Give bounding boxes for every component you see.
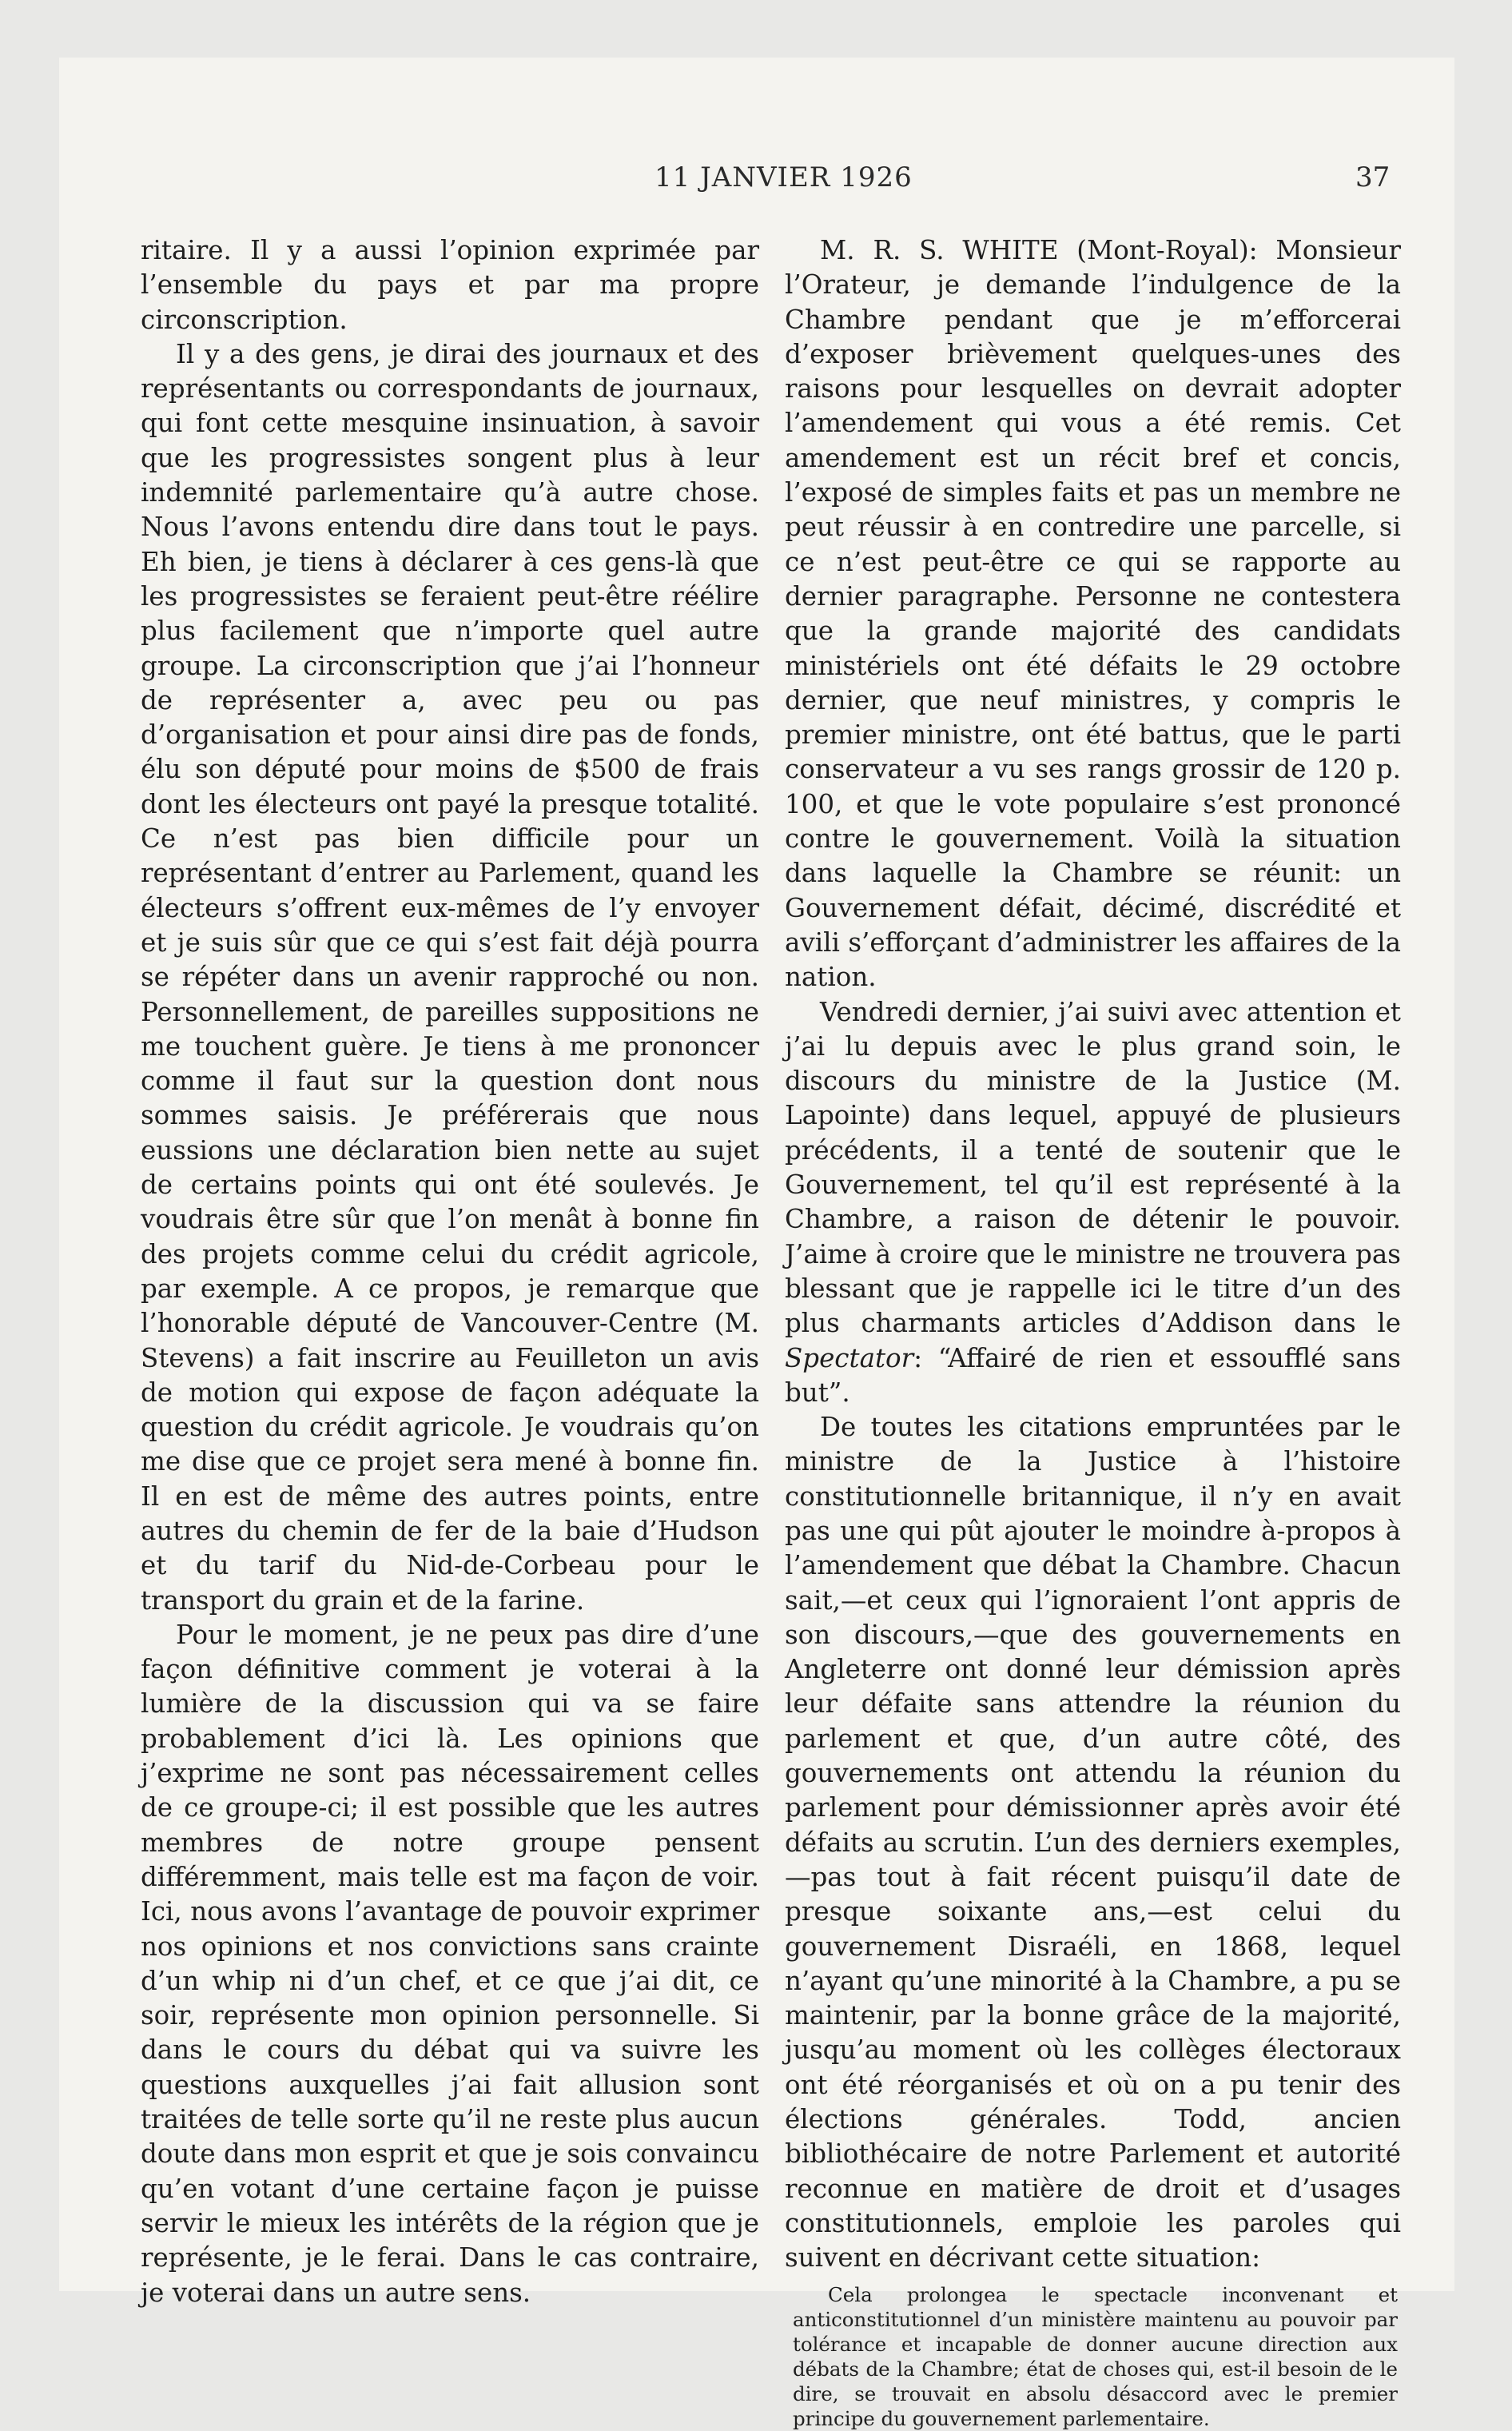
spectator-title: Spectator bbox=[785, 1342, 914, 1373]
right-paragraph-2-text-a: Vendredi dernier, j’ai suivi avec attention et j’ai lu depuis avec le plus grand soin, le discours du ministre de la Justice (M. Lapointe) dans lequel, appuyé de plusieurs précédents, il a tenté de soutenir que le Gouvernement, tel qu’il est représenté à la Chambre, a raison de détenir le pouvoir. J’aime à croire que le ministre ne trouvera pas blessant que je rappelle ici le titre d’un des plus charmants articles d’Addison dans le bbox=[785, 996, 1401, 1339]
right-paragraph-3: De toutes les citations empruntées par le ministre de la Justice à l’histoire constitutionnelle britannique, il n’y en avait pas une qui pût ajouter le moindre à-propos à l’amendement que débat la Chambre. Chacun sait,—et ceux qui l’ignoraient l’ont appris de son discours,—que des gouvernements en Angleterre ont donné leur démission après leur défaite sans attendre la réunion du parlement et que, d’un autre côté, des gouvernements ont attendu la réunion du parlement pour démissionner après avoir été défaits au scrutin. L’un des derniers exemples,—pas tout à fait récent puisqu’il date de presque soixante ans,—est celui du gouvernement Disraéli, en 1868, lequel n’ayant qu’une minorité à la Chambre, a pu se maintenir, par la bonne grâce de la majorité, jusqu’au moment où les collèges électoraux ont été réorganisés et où on a pu tenir des élections générales. Todd, ancien bibliothécaire de notre Parlement et autorité reconnue en matière de droit et d’usages constitutionnels, emploie les paroles qui suivent en décrivant cette situation: bbox=[785, 1412, 1401, 2274]
page-number: 37 bbox=[1355, 161, 1391, 193]
document-page bbox=[59, 58, 1454, 2430]
left-paragraph-3: Pour le moment, je ne peux pas dire d’une façon définitive comment je voterai à la lumière de la discussion qui va se faire probablement d’ici là. Les opinions que j’exprime ne sont pas nécessairement celles de ce groupe-ci; il est possible que les autres membres de notre groupe pensent différemment, mais telle est ma façon de voir. Ici, nous avons l’avantage de pouvoir exprimer nos opinions et nos convictions sans crainte d’un whip ni d’un chef, et ce que j’ai dit, ce soir, représente mon opinion personnelle. Si dans le cours du débat qui va suivre les questions auxquelles j’ai fait allusion sont traitées de telle sorte qu’il ne reste plus aucun doute dans mon esprit et que je sois convaincu qu’en votant d’une certaine façon je puisse servir le mieux les intérêts de la région que je représente, je le ferai. Dans le cas contraire, je voterai dans un autre sens. bbox=[141, 1619, 759, 2308]
right-paragraph-2 bbox=[785, 995, 1401, 1411]
right-paragraph-2-text-b: : “Affairé de rien et essoufflé sans but”. bbox=[785, 1342, 1401, 1408]
right-paragraph-1: M. R. S. WHITE (Mont-Royal): Monsieur l’Orateur, je demande l’indulgence de la Chambre pendant que je m’efforcerai d’exposer brièvement quelques-unes des raisons pour lesquelles on devrait adopter l’amendement qui vous a été remis. Cet amendement est un récit bref et concis, l’exposé de simples faits et pas un membre ne peut réussir à en contredire une parcelle, si ce n’est peut-être ce qui se rapporte au dernier paragraphe. Personne ne contestera que la grande majorité des candidats ministériels ont été défaits le 29 octobre dernier, que neuf ministres, y compris le premier ministre, ont été battus, que le parti conservateur a vu ses rangs grossir de 120 p. 100, et que le vote populaire s’est prononcé contre le gouvernement. Voilà la situation dans laquelle la Chambre se réunit: un Gouvernement défait, décimé, discrédité et avili s’efforçant d’administrer les affaires de la nation. bbox=[785, 235, 1401, 993]
block-quote: Cela prolongea le spectacle inconvenant et anticonstitutionnel d’un ministère maintenu au pouvoir par tolérance et incapable de donner aucune direction aux débats de la Chambre; état de choses qui, est-il besoin de le dire, se trouvait en absolu désaccord avec le premier principe du gouvernement parlementaire. bbox=[793, 2282, 1398, 2430]
page-header bbox=[59, 161, 1454, 209]
right-column bbox=[785, 233, 1401, 2431]
left-paragraph-1: ritaire. Il y a aussi l’opinion exprimée par l’ensemble du pays et par ma propre circonscription. bbox=[141, 235, 759, 335]
left-paragraph-2: Il y a des gens, je dirai des journaux et des représentants ou correspondants de journaux, qui font cette mesquine insinuation, à savoir que les progressistes songent plus à leur indemnité parlementaire qu’à autre chose. Nous l’avons entendu dire dans tout le pays. Eh bien, je tiens à déclarer à ces gens-là que les progressistes se feraient peut-être réélire plus facilement que n’importe quel autre groupe. La circonscription que j’ai l’honneur de représenter a, avec peu ou pas d’organisation et pour ainsi dire pas de fonds, élu son député pour moins de $500 de frais dont les électeurs ont payé la presque totalité. Ce n’est pas bien difficile pour un représentant d’entrer au Parlement, quand les électeurs s’offrent eux-mêmes de l’y envoyer et je suis sûr que ce qui s’est fait déjà pourra se répéter dans un avenir rapproché ou non. Personnellement, de pareilles suppositions ne me touchent guère. Je tiens à me prononcer comme il faut sur la question dont nous sommes saisis. Je préférerais que nous eussions une déclaration bien nette au sujet de certains points qui ont été soulevés. Je voudrais être sûr que l’on menât à bonne fin des projets comme celui du crédit agricole, par exemple. A ce propos, je remarque que l’honorable député de Vancouver-Centre (M. Stevens) a fait inscrire au Feuilleton un avis de motion qui expose de façon adéquate la question du crédit agricole. Je voudrais qu’on me dise que ce projet sera mené à bonne fin. Il en est de même des autres points, entre autres du chemin de fer de la baie d’Hudson et du tarif du Nid-de-Corbeau pour le transport du grain et de la farine. bbox=[141, 338, 759, 1616]
left-column bbox=[141, 233, 759, 2310]
header-date: 11 JANVIER 1926 bbox=[655, 161, 913, 193]
